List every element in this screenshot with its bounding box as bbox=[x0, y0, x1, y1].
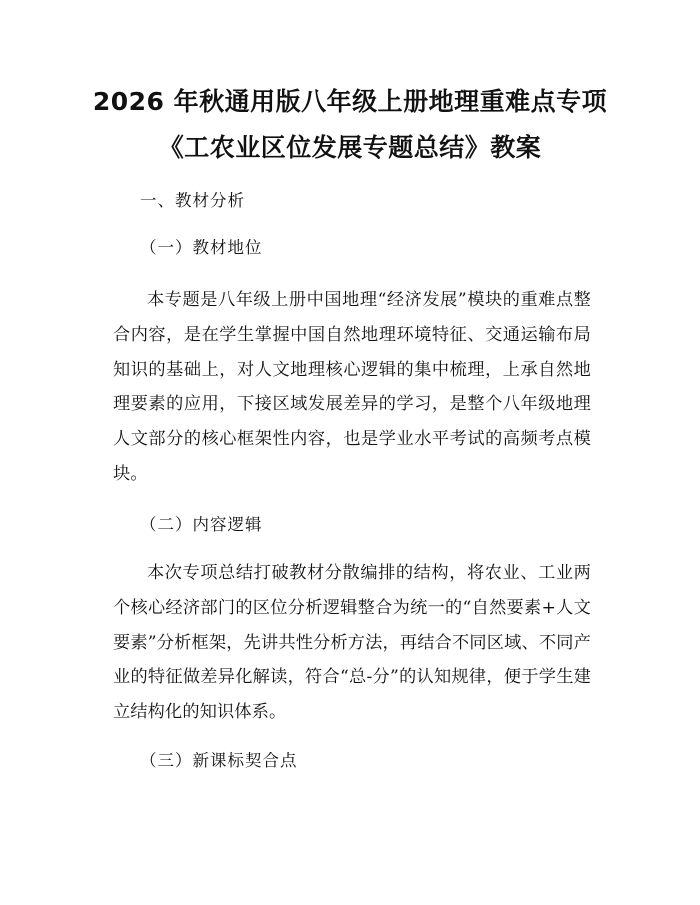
document-title-line-2: 《工农业区位发展专题总结》教案 bbox=[158, 133, 542, 162]
paragraph-textbook-position: 本专题是八年级上册中国地理“经济发展”模块的重难点整合内容，是在学生掌握中国自然地理环境特征、交通运输布局知识的基础上，对人文地理核心逻辑的集中梳理，上承自然地理要素的应用，下接区域发展差异的学习，是整个八年级地理人文部分的核心框架性内容，也是学业水平考试的高频考点模块。 bbox=[113, 290, 591, 484]
subsection-heading-content-logic: （二）内容逻辑 bbox=[140, 515, 263, 534]
subsection-heading-textbook-position: （一）教材地位 bbox=[140, 238, 263, 257]
paragraph-content-logic: 本次专项总结打破教材分散编排的结构，将农业、工业两个核心经济部门的区位分析逻辑整合为统一的“自然要素+人文要素”分析框架，先讲共性分析方法，再结合不同区域、不同产业的特征做差异化解读，符合“总-分”的认知规律，便于学生建立结构化的知识体系。 bbox=[113, 563, 591, 723]
section-heading-textbook-analysis: 一、教材分析 bbox=[140, 191, 245, 210]
subsection-heading-new-curriculum: （三）新课标契合点 bbox=[140, 751, 298, 770]
document-title-line-1: 2026 年秋通用版八年级上册地理重难点专项 bbox=[92, 87, 608, 116]
